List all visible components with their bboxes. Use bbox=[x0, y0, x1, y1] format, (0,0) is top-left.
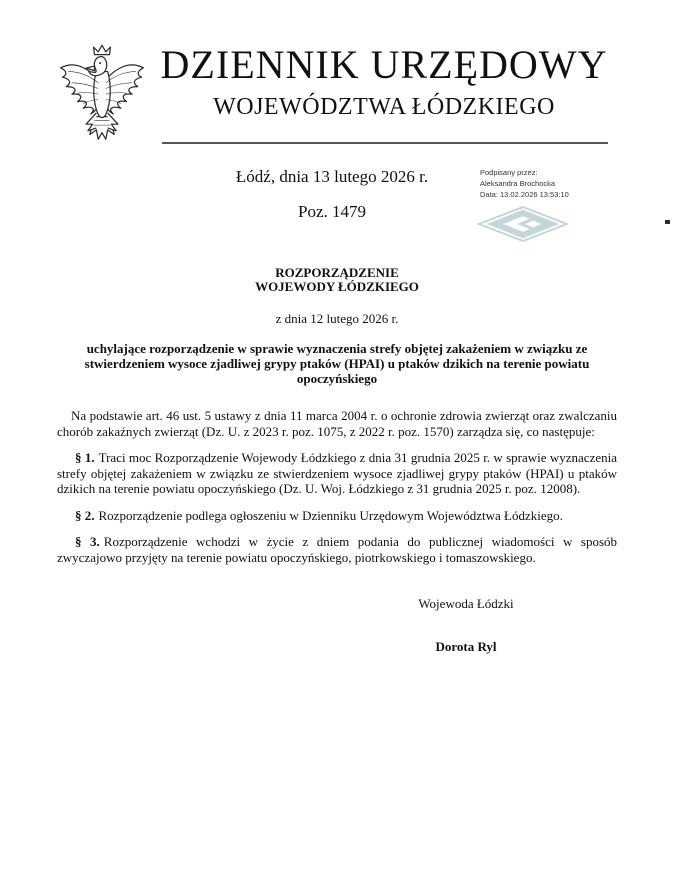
masthead-divider bbox=[162, 142, 608, 144]
signed-by-label: Podpisany przez: bbox=[480, 168, 538, 177]
section-marker-1: § 1. bbox=[75, 450, 95, 465]
signoff-name: Dorota Ryl bbox=[435, 639, 497, 654]
preamble-paragraph: Na podstawie art. 46 ust. 5 ustawy z dnia 11 marca 2004 r. o ochronie zdrowia zwierząt oraz zwalczaniu chorób zakaźnych zwierząt (Dz. U. z 2023 r. poz. 1075, z 2022 r. poz. 1570) zarządza się, co następuje: bbox=[57, 408, 617, 439]
section-paragraph-2 bbox=[57, 508, 617, 524]
section-paragraph-3 bbox=[57, 534, 617, 565]
signoff-title: Wojewoda Łódzki bbox=[418, 596, 514, 611]
position-number: Poz. 1479 bbox=[298, 202, 366, 221]
act-body bbox=[57, 408, 617, 565]
diamond-seal-icon bbox=[477, 205, 569, 243]
section-marker-2: § 2. bbox=[75, 507, 95, 523]
section-text-1: Traci moc Rozporządzenie Wojewody Łódzkiego z dnia 31 grudnia 2025 r. w sprawie wyznaczenia strefy objętej zakażeniem w związku ze stwierdzeniem wysoce zjadliwej grypy ptaków (HPAI) u ptaków dzikich na terenie powiatu opoczyńskiego (Dz. U. Woj. Łódzkiego z 31 grudnia 2025 r. poz. 12008). bbox=[57, 450, 617, 496]
section-text-2: Rozporządzenie podlega ogłoszeniu w Dzienniku Urzędowym Województwa Łódzkiego. bbox=[98, 507, 563, 523]
signature-date: Data: 13.02.2026 13:53:10 bbox=[480, 190, 569, 199]
gazette-title: DZIENNIK URZĘDOWY bbox=[160, 42, 608, 87]
act-type-heading bbox=[57, 266, 617, 294]
signer-name: Aleksandra Brochocka bbox=[480, 179, 556, 188]
act-subject: uchylające rozporządzenie w sprawie wyznaczenia strefy objętej zakażeniem w związku ze stwierdzeniem wysoce zjadliwej grypy ptaków (HPAI) u ptaków dzikich na terenie powiatu opoczyńskiego bbox=[84, 341, 590, 386]
section-paragraph-1 bbox=[57, 450, 617, 497]
esignature-stamp bbox=[480, 167, 630, 200]
gazette-subtitle: WOJEWÓDZTWA ŁÓDZKIEGO bbox=[213, 94, 555, 120]
masthead bbox=[160, 42, 608, 122]
act-type-line2: WOJEWODY ŁÓDZKIEGO bbox=[255, 279, 419, 294]
act bbox=[57, 266, 617, 576]
polish-eagle-icon bbox=[55, 42, 149, 150]
place-date-line: Łódź, dnia 13 lutego 2026 r. bbox=[235, 167, 429, 186]
act-type-line1: ROZPORZĄDZENIE bbox=[275, 265, 399, 280]
act-date: z dnia 12 lutego 2026 r. bbox=[275, 311, 399, 326]
section-marker-3: § 3. bbox=[75, 534, 100, 549]
page-edge-mark bbox=[665, 220, 670, 224]
section-text-3: Rozporządzenie wchodzi w życie z dniem podania do publicznej wiadomości w sposób zwyczajowo przyjęty na terenie powiatu opoczyńskiego, piotrkowskiego i tomaszowskiego. bbox=[57, 534, 617, 565]
signoff-block bbox=[366, 596, 566, 655]
